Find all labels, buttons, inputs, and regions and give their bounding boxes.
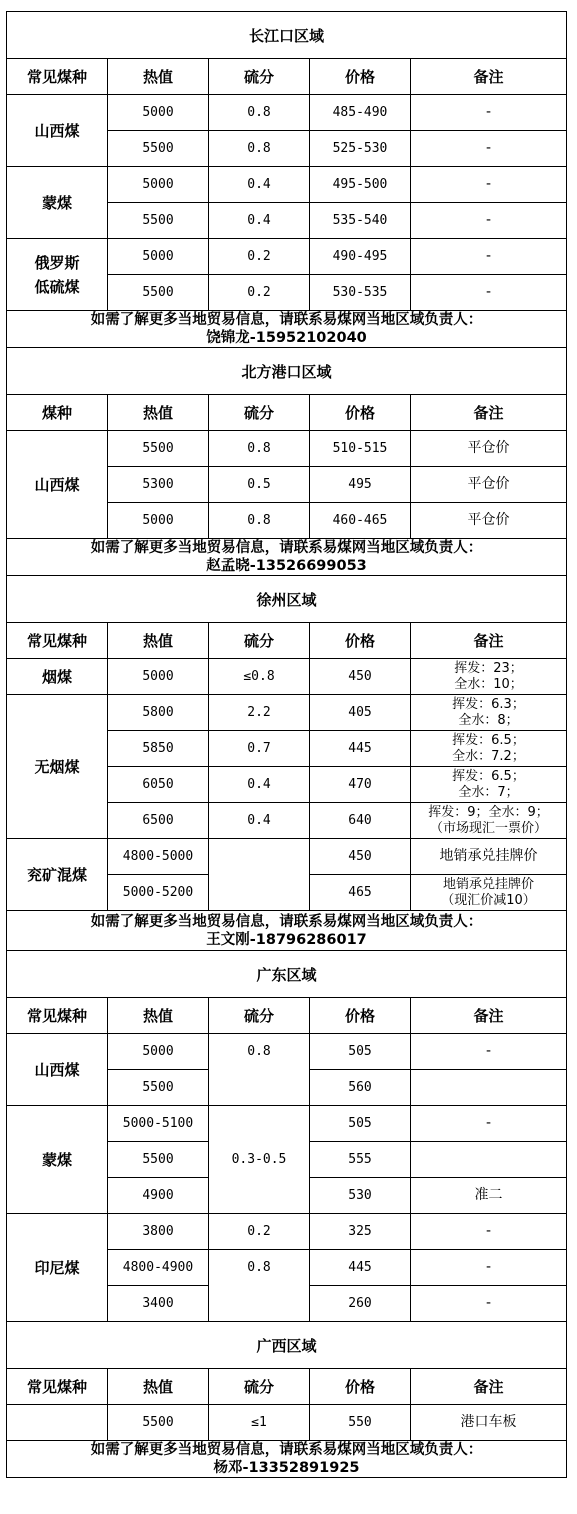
header-heat: 热值 bbox=[108, 623, 209, 659]
price-cell: 555 bbox=[310, 1142, 411, 1178]
sulfur-cell: 0.2 bbox=[209, 275, 310, 311]
price-cell: 505 bbox=[310, 1034, 411, 1070]
sulfur-cell: 0.2 bbox=[209, 1214, 310, 1250]
table-row bbox=[7, 239, 567, 275]
table-row bbox=[7, 1034, 567, 1070]
note-cell: 平仓价 bbox=[411, 467, 567, 503]
section-title: 广西区域 bbox=[7, 1322, 567, 1369]
coal-type-cell: 俄罗斯 低硫煤 bbox=[7, 239, 108, 311]
price-cell: 490-495 bbox=[310, 239, 411, 275]
note-cell: 地销承兑挂牌价 bbox=[411, 839, 567, 875]
contact-person: 杨邓-13352891925 bbox=[213, 1460, 360, 1476]
heat-cell: 5000 bbox=[108, 503, 209, 539]
price-cell: 260 bbox=[310, 1286, 411, 1322]
sulfur-cell: 0.4 bbox=[209, 803, 310, 839]
contact-info bbox=[7, 311, 567, 348]
heat-cell: 5000 bbox=[108, 95, 209, 131]
note-cell bbox=[411, 1070, 567, 1106]
price-cell: 465 bbox=[310, 875, 411, 911]
sulfur-cell: 2.2 bbox=[209, 695, 310, 731]
header-price: 价格 bbox=[310, 998, 411, 1034]
coal-type-cell: 兖矿混煤 bbox=[7, 839, 108, 911]
heat-cell: 3400 bbox=[108, 1286, 209, 1322]
sulfur-cell: 0.5 bbox=[209, 467, 310, 503]
sulfur-cell: 0.8 bbox=[209, 503, 310, 539]
price-cell: 640 bbox=[310, 803, 411, 839]
coal-type-cell: 山西煤 bbox=[7, 431, 108, 539]
price-cell: 445 bbox=[310, 1250, 411, 1286]
coal-type-cell: 烟煤 bbox=[7, 659, 108, 695]
header-price: 价格 bbox=[310, 1369, 411, 1405]
section-title: 长江口区域 bbox=[7, 12, 567, 59]
sulfur-cell: 0.8 bbox=[209, 131, 310, 167]
header-note: 备注 bbox=[411, 59, 567, 95]
contact-info bbox=[7, 911, 567, 951]
sulfur-cell: 0.4 bbox=[209, 203, 310, 239]
contact-lead: 如需了解更多当地贸易信息，请联系易煤网当地区域负责人： bbox=[90, 1442, 483, 1458]
header-price: 价格 bbox=[310, 59, 411, 95]
heat-cell: 5500 bbox=[108, 431, 209, 467]
coal-type-cell: 无烟煤 bbox=[7, 695, 108, 839]
heat-cell: 4800-4900 bbox=[108, 1250, 209, 1286]
note-cell bbox=[411, 1142, 567, 1178]
price-cell: 560 bbox=[310, 1070, 411, 1106]
heat-cell: 4800-5000 bbox=[108, 839, 209, 875]
price-cell: 485-490 bbox=[310, 95, 411, 131]
note-cell: 地销承兑挂牌价 （现汇价减10） bbox=[411, 875, 567, 911]
note-cell: - bbox=[411, 239, 567, 275]
note-cell: 平仓价 bbox=[411, 431, 567, 467]
price-cell: 530-535 bbox=[310, 275, 411, 311]
contact-info bbox=[7, 1441, 567, 1478]
contact-person: 饶锦龙-15952102040 bbox=[206, 330, 367, 346]
header-heat: 热值 bbox=[108, 1369, 209, 1405]
table-row bbox=[7, 167, 567, 203]
price-cell: 510-515 bbox=[310, 431, 411, 467]
header-heat: 热值 bbox=[108, 395, 209, 431]
table-row bbox=[7, 1214, 567, 1250]
header-note: 备注 bbox=[411, 1369, 567, 1405]
note-cell: - bbox=[411, 203, 567, 239]
heat-cell: 3800 bbox=[108, 1214, 209, 1250]
table-row bbox=[7, 1106, 567, 1142]
note-cell: 平仓价 bbox=[411, 503, 567, 539]
sulfur-cell: 0.3-0.5 bbox=[209, 1106, 310, 1214]
note-cell: 挥发：6.5； 全水：7； bbox=[411, 767, 567, 803]
price-cell: 530 bbox=[310, 1178, 411, 1214]
heat-cell: 5300 bbox=[108, 467, 209, 503]
sulfur-cell: ≤1 bbox=[209, 1405, 310, 1441]
note-cell: - bbox=[411, 131, 567, 167]
note-cell: - bbox=[411, 1034, 567, 1070]
contact-person: 赵孟晓-13526699053 bbox=[206, 558, 367, 574]
note-cell: 挥发：6.3； 全水：8； bbox=[411, 695, 567, 731]
header-note: 备注 bbox=[411, 395, 567, 431]
heat-cell: 5000-5200 bbox=[108, 875, 209, 911]
sulfur-cell: 0.4 bbox=[209, 167, 310, 203]
table-row bbox=[7, 839, 567, 875]
sulfur-cell: 0.4 bbox=[209, 767, 310, 803]
heat-cell: 5500 bbox=[108, 131, 209, 167]
price-cell: 405 bbox=[310, 695, 411, 731]
contact-lead: 如需了解更多当地贸易信息，请联系易煤网当地区域负责人： bbox=[90, 913, 483, 930]
sulfur-cell: 0.2 bbox=[209, 239, 310, 275]
header-coal-type: 常见煤种 bbox=[7, 623, 108, 659]
header-coal-type: 常见煤种 bbox=[7, 998, 108, 1034]
price-cell: 470 bbox=[310, 767, 411, 803]
table-row bbox=[7, 431, 567, 467]
price-cell: 450 bbox=[310, 839, 411, 875]
price-cell: 535-540 bbox=[310, 203, 411, 239]
header-note: 备注 bbox=[411, 998, 567, 1034]
heat-cell: 5000 bbox=[108, 1034, 209, 1070]
contact-person: 王文刚-18796286017 bbox=[206, 931, 367, 948]
heat-cell: 5800 bbox=[108, 695, 209, 731]
note-cell: - bbox=[411, 1106, 567, 1142]
heat-cell: 4900 bbox=[108, 1178, 209, 1214]
header-sulfur: 硫分 bbox=[209, 395, 310, 431]
header-coal-type: 常见煤种 bbox=[7, 1369, 108, 1405]
heat-cell: 5000 bbox=[108, 167, 209, 203]
sulfur-cell: ≤0.8 bbox=[209, 659, 310, 695]
contact-lead: 如需了解更多当地贸易信息，请联系易煤网当地区域负责人： bbox=[90, 312, 483, 328]
table-row bbox=[7, 1405, 567, 1441]
heat-cell: 5500 bbox=[108, 1142, 209, 1178]
heat-cell: 5850 bbox=[108, 731, 209, 767]
coal-type-cell: 印尼煤 bbox=[7, 1214, 108, 1322]
heat-cell: 6050 bbox=[108, 767, 209, 803]
note-cell: 港口车板 bbox=[411, 1405, 567, 1441]
header-sulfur: 硫分 bbox=[209, 623, 310, 659]
heat-cell: 5000-5100 bbox=[108, 1106, 209, 1142]
coal-price-table bbox=[6, 11, 567, 1478]
coal-type-cell: 山西煤 bbox=[7, 95, 108, 167]
heat-cell: 5500 bbox=[108, 203, 209, 239]
section-title: 北方港口区域 bbox=[7, 348, 567, 395]
contact-info bbox=[7, 539, 567, 576]
price-cell: 550 bbox=[310, 1405, 411, 1441]
price-cell: 505 bbox=[310, 1106, 411, 1142]
section-title: 广东区域 bbox=[7, 951, 567, 998]
price-cell: 450 bbox=[310, 659, 411, 695]
note-cell: 挥发：23； 全水：10； bbox=[411, 659, 567, 695]
heat-cell: 6500 bbox=[108, 803, 209, 839]
header-heat: 热值 bbox=[108, 998, 209, 1034]
header-sulfur: 硫分 bbox=[209, 59, 310, 95]
price-cell: 445 bbox=[310, 731, 411, 767]
sulfur-cell: 0.7 bbox=[209, 731, 310, 767]
price-cell: 495 bbox=[310, 467, 411, 503]
header-sulfur: 硫分 bbox=[209, 1369, 310, 1405]
note-cell: - bbox=[411, 167, 567, 203]
note-cell: - bbox=[411, 1214, 567, 1250]
price-cell: 460-465 bbox=[310, 503, 411, 539]
heat-cell: 5000 bbox=[108, 239, 209, 275]
sulfur-cell: 0.8 bbox=[209, 1034, 310, 1106]
section-title: 徐州区域 bbox=[7, 576, 567, 623]
coal-type-cell: 蒙煤 bbox=[7, 1106, 108, 1214]
header-price: 价格 bbox=[310, 395, 411, 431]
note-cell: - bbox=[411, 1286, 567, 1322]
heat-cell: 5500 bbox=[108, 275, 209, 311]
price-cell: 525-530 bbox=[310, 131, 411, 167]
coal-type-cell: 蒙煤 bbox=[7, 167, 108, 239]
heat-cell: 5000 bbox=[108, 659, 209, 695]
note-cell: 准二 bbox=[411, 1178, 567, 1214]
table-row bbox=[7, 659, 567, 695]
sulfur-cell: 0.8 bbox=[209, 1250, 310, 1322]
header-coal-type: 煤种 bbox=[7, 395, 108, 431]
price-cell: 495-500 bbox=[310, 167, 411, 203]
note-cell: 挥发：6.5； 全水：7.2； bbox=[411, 731, 567, 767]
heat-cell: 5500 bbox=[108, 1070, 209, 1106]
table-row bbox=[7, 95, 567, 131]
coal-type-cell: 山西煤 bbox=[7, 1034, 108, 1106]
sulfur-cell: 0.8 bbox=[209, 95, 310, 131]
header-note: 备注 bbox=[411, 623, 567, 659]
note-cell: - bbox=[411, 95, 567, 131]
note-cell: - bbox=[411, 1250, 567, 1286]
sulfur-cell: 0.8 bbox=[209, 431, 310, 467]
coal-type-cell bbox=[7, 1405, 108, 1441]
price-cell: 325 bbox=[310, 1214, 411, 1250]
note-cell: 挥发：9；全水：9； （市场现汇一票价） bbox=[411, 803, 567, 839]
header-coal-type: 常见煤种 bbox=[7, 59, 108, 95]
sulfur-cell bbox=[209, 839, 310, 911]
header-heat: 热值 bbox=[108, 59, 209, 95]
header-price: 价格 bbox=[310, 623, 411, 659]
header-sulfur: 硫分 bbox=[209, 998, 310, 1034]
note-cell: - bbox=[411, 275, 567, 311]
heat-cell: 5500 bbox=[108, 1405, 209, 1441]
contact-lead: 如需了解更多当地贸易信息，请联系易煤网当地区域负责人： bbox=[90, 540, 483, 556]
table-row bbox=[7, 695, 567, 731]
